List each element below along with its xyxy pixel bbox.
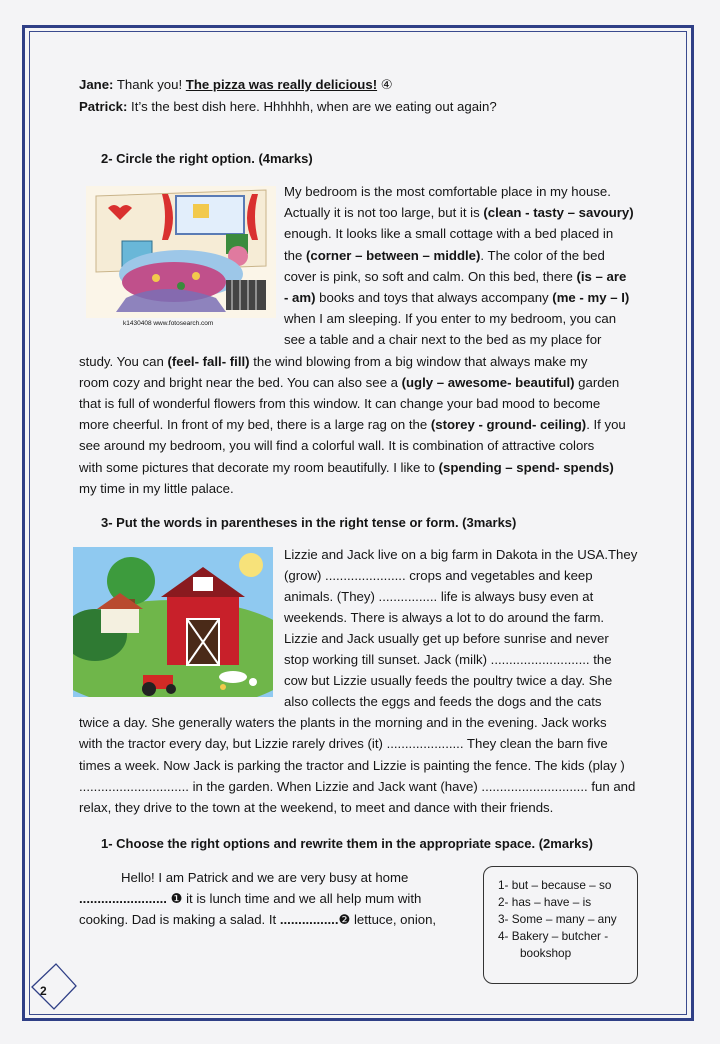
section1-line: Hello! I am Patrick and we are very busy at home <box>121 870 409 885</box>
section2-line: enough. It looks like a small cottage with a bed placed in <box>284 226 614 242</box>
section2-line: with some pictures that decorate my room beautifully. I like to (spending – spend- spends) <box>79 459 614 475</box>
answer-options: (feel- fall- fill) <box>167 353 250 369</box>
section1-line: ........................ ❶ it is lunch time and we all help mum with <box>79 891 422 906</box>
options-box <box>483 866 638 984</box>
answer-options: - am) <box>284 290 316 305</box>
option-4-continued: bookshop <box>520 946 572 960</box>
option-2: 2- has – have – is <box>498 895 592 909</box>
section2-line: the (corner – between – middle). The color of the bed <box>284 247 605 263</box>
section3-line: also collects the eggs and feeds the dogs and the cats <box>284 694 602 710</box>
answer-options: ................ <box>279 912 339 927</box>
option-3: 3- Some – many – any <box>498 912 617 926</box>
answer-options: (corner – between – middle) <box>306 247 481 263</box>
answer-options: (is – are <box>576 268 627 284</box>
page-corner-diamond <box>30 962 78 1012</box>
section2-heading: 2- Circle the right option. (4marks) <box>101 151 313 166</box>
section1-heading: 1- Choose the right options and rewrite them in the appropriate space. (2marks) <box>101 836 593 851</box>
section3-line: weekends. There is always a lot to do around the farm. <box>284 610 605 626</box>
section1-line: cooking. Dad is making a salad. It ................❷ lettuce, onion, <box>79 912 437 927</box>
section3-line: stop working till sunset. Jack (milk) ........................... the <box>284 652 612 668</box>
section3-line: cow but Lizzie usually feeds the poultry twice a day. She <box>284 673 613 689</box>
section2-line: My bedroom is the most comfortable place in my house. <box>284 184 611 199</box>
answer-options: (me - my – I) <box>552 290 630 305</box>
image-caption: k1430408 www.fotosearch.com <box>123 320 214 327</box>
section2-line: study. You can (feel- fall- fill) the wind blowing from a big window that always make my <box>79 353 588 369</box>
section3-line: twice a day. She generally waters the plants in the morning and in the evening. Jack works <box>79 715 607 731</box>
section3-line: times a week. Now Jack is parking the tractor and Lizzie is painting the fence. The kids (play ) <box>79 757 625 773</box>
section3-line: .............................. in the garden. When Lizzie and Jack want (have) ............................. fun and <box>79 778 636 794</box>
section3-line: with the tractor every day, but Lizzie rarely drives (it) ..................... They clean the barn five <box>79 736 608 752</box>
answer-options: (ugly – awesome- beautiful) <box>401 374 575 390</box>
section2-line: room cozy and bright near the bed. You can also see a (ugly – awesome- beautiful) garden <box>79 374 620 390</box>
section2-line: that is full of wonderful flowers from this window. It can change your bad mood to become <box>79 396 601 411</box>
farm-illustration <box>73 547 273 697</box>
answer-options: (storey - ground- ceiling) <box>430 417 587 433</box>
option-4: 4- Bakery – butcher - <box>498 929 609 943</box>
section2-line: see a table and a chair next to the bed as my place for <box>284 332 602 348</box>
bedroom-illustration <box>86 186 276 318</box>
answer-options: (spending – spend- spends) <box>438 459 614 475</box>
section2-line: see around my bedroom, you will find a colorful wall. It is combination of attractive colors <box>79 438 595 454</box>
page-number: 2 <box>40 984 47 998</box>
underlined-sentence: The pizza was really delicious! <box>185 77 378 92</box>
option-1: 1- but – because – so <box>498 878 612 892</box>
section3-line: Lizzie and Jack live on a big farm in Dakota in the USA.They <box>284 547 638 562</box>
dialogue-patrick: Patrick: It’s the best dish here. Hhhhhh, when are we eating out again? <box>79 99 497 114</box>
section3-line: Lizzie and Jack usually get up before sunrise and never <box>284 631 609 647</box>
section2-line: cover is pink, so soft and calm. On this bed, there (is – are <box>284 268 627 284</box>
section2-line: Actually it is not too large, but it is (clean - tasty – savoury) <box>284 205 634 221</box>
section3-line: animals. (They) ................ life is always busy even at <box>284 589 594 605</box>
section2-line: - am) books and toys that always accompany (me - my – I) <box>284 290 630 305</box>
section3-heading: 3- Put the words in parentheses in the right tense or form. (3marks) <box>101 515 517 530</box>
section3-line: (grow) ...................... crops and vegetables and keep <box>284 568 593 584</box>
speaker-jane: Jane: <box>79 77 114 92</box>
dialogue-jane: Jane: Thank you! The pizza was really delicious! ④ <box>79 77 393 92</box>
answer-options: (clean - tasty – savoury) <box>483 205 634 221</box>
answer-options: ........................ <box>79 891 167 906</box>
section2-line: when I am sleeping. If you enter to my bedroom, you can <box>284 311 617 327</box>
section2-line: more cheerful. In front of my bed, there is a large rag on the (storey - ground- ceiling). If you <box>79 417 626 433</box>
speaker-patrick: Patrick: <box>79 99 128 114</box>
section3-line: relax, they drive to the town at the weekend, to meet and dance with their friends. <box>79 799 554 815</box>
section2-line: my time in my little palace. <box>79 480 234 496</box>
